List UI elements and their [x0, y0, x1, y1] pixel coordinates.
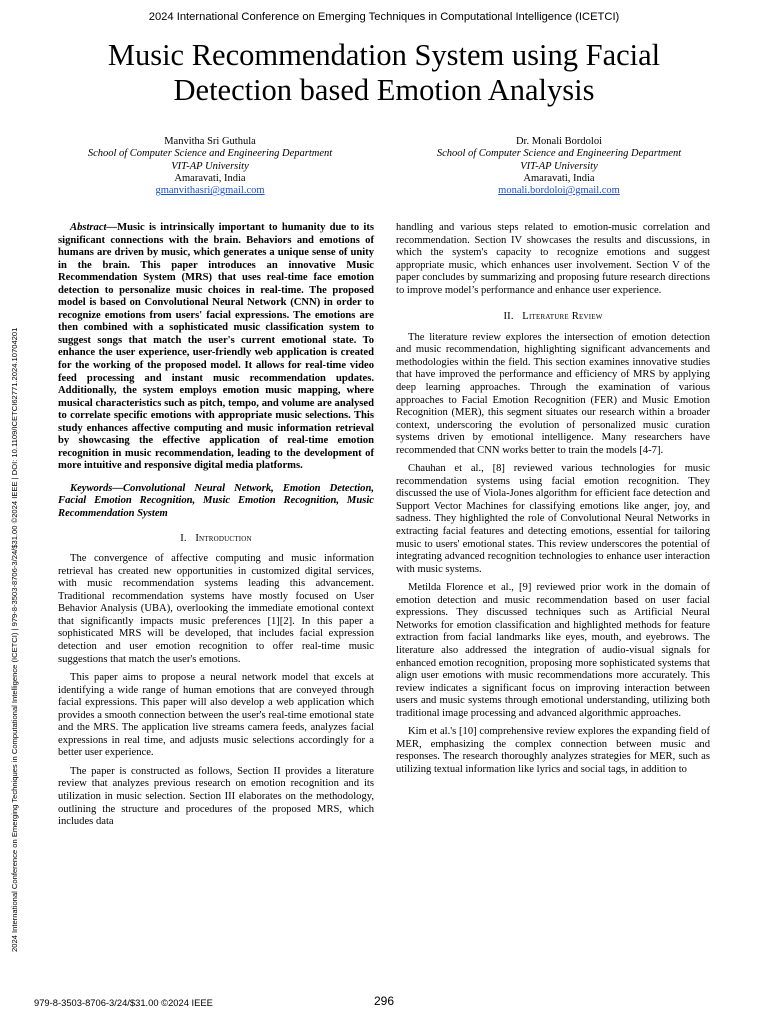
author-name: Manvitha Sri Guthula [164, 136, 256, 147]
conference-header: 2024 International Conference on Emerging Techniques in Computational Intelligence (ICETCI) [148, 11, 620, 23]
paragraph: Metilda Florence et al., [9] reviewed prior work in the domain of emotion detection and music recommendation based on user facial expressions. They discussed techniques such as Artificial Neural Networks for emotion classification and highlighted methods for feature extraction from facial landmarks like eyes, mouth, and eyebrows. The literature also addressed the integration of audio-visual signals for enhanced emotion recognition, proposing more sophisticated systems that align user emotions with music recommendations more accurately. This review indicates a significant focus on improving interaction between users and music systems through emotional understanding, utilizing both traditional image processing and advanced algorithmic approaches. [396, 582, 710, 719]
author-location: Amaravati, India [174, 172, 246, 184]
abstract [58, 222, 374, 473]
paragraph: handling and various steps related to emotion-music correlation and recommendation. Section IV showcases the results and discussions, in which the system's capacity to recognize emotions and suggest appropriate music, which enhances user involvement. Section V of the paper concludes by summarizing and proposing future research directions to improve model’s performance and enhance user experience. [396, 222, 710, 296]
keywords-text: Convolutional Neural Network, Emotion Detection, Facial Emotion Recognition, Music Emotion Recognition, Music Recommendation System [58, 482, 374, 520]
author-email-link[interactable]: monali.bordoloi@gmail.com [498, 185, 620, 197]
left-column [58, 222, 374, 835]
abstract-lead: Abstract— [70, 222, 118, 233]
paragraph: Kim et al.'s [10] comprehensive review explores the expanding field of MER, emphasizing the complex connection between music and responses. The research thoroughly analyzes strategies for MER, such as utilizing textual information like lyrics and social tags, in addition to [396, 726, 710, 775]
keywords-lead: Keywords— [70, 482, 123, 494]
sidebar-doi-text: 2024 International Conference on Emerging Techniques in Computational Intelligence (ICETCI) | 979-8-3503-8706-3/24/$31.00 ©2024 IEEE | DOI: 10.1109/ICETCI62771.2024.10704201 [10, 327, 19, 952]
author-university: VIT-AP University [171, 160, 249, 172]
author-block [389, 136, 729, 197]
page-number: 296 [373, 994, 395, 1008]
author-location: Amaravati, India [523, 172, 595, 184]
right-column [396, 222, 710, 782]
author-department: School of Computer Science and Engineering Department [87, 148, 333, 160]
author-department: School of Computer Science and Engineering Department [436, 148, 682, 160]
section-heading [396, 311, 710, 324]
section-heading [58, 533, 374, 546]
keywords [58, 483, 374, 521]
section-number: II. [503, 311, 514, 323]
abstract-text: Music is intrinsically important to humanity due to its significant connections with the brain. Behaviors and emotions of humans are driven by music, which generates a unique sense of unity in the brain. This paper introduces an innovative Music Recommendation System (MRS) that uses real-time face emotion detection to personalize music choices in real-time. The proposed model is based on Convolutional Neural Network (CNN) in order to recognize emotions from users' facial expressions. The emotions are then combined with a sophisticated music classification system to suggest songs that match the user's current emotional state. To enhance the user experience, user-friendly web application is created for the working of the proposed model. It allows for real-time video feed processing and instant music recommendation updates. Additionally, the system employs emotion music mapping, where musical characteristics such as pitch, tempo, and volume are analysed to correlate specific emotions with appropriate music selections. This study enhances affective computing and music information retrieval by showcasing the effective application of real-time emotion recognition in music recommendation, leading to the development of more intuitive and responsive digital media platforms. [58, 222, 374, 472]
paragraph: The literature review explores the intersection of emotion detection and music recommendation, highlighting significant advancements and methodologies within the field. This section examines innovative studies that have improved the performance and efficiency of MRS by applying deep learning approaches. Through the examination of various approaches to Facial Emotion Recognition (FER) and Music Emotion Recognition (MER), this segment situates our research within a broader context, underscoring the evolution of personalized music curation systems driven by emotional intelligence. Many researchers have recommended that CNN works better to train the models [4-7]. [396, 331, 710, 456]
author-name: Dr. Monali Bordoloi [515, 136, 603, 147]
paragraph: The paper is constructed as follows, Section II provides a literature review that analyzes previous research on emotion recognition and its utilization in music selection. Section III elaborates on the methodology, outlining the structure and procedures of the proposed MRS, which includes data [58, 765, 374, 828]
paper-title: Music Recommendation System using Facial Detection based Emotion Analysis [107, 38, 661, 107]
author-email-link[interactable]: gmanvithasri@gmail.com [155, 185, 265, 197]
author-university: VIT-AP University [520, 160, 598, 172]
paragraph: The convergence of affective computing and music information retrieval has created new opportunities in customized digital services, with music recommendation systems leading this advancement. Traditional recommendation systems have mostly focused on User Behavior Analysis (UBA), overlooking the immediate emotional context that significantly impacts music preferences [1][2]. In this paper a sophisticated MRS will be developed, that includes facial expression detection and user emotion recognition to offer real-time music suggestions that match the user's emotions. [58, 553, 374, 665]
section-title: Introduction [195, 532, 252, 544]
paragraph: Chauhan et al., [8] reviewed various technologies for music recommendation systems using facial emotion recognition. They discussed the use of Viola-Jones algorithm for efficient face detection and Support Vector Machines for classifying emotions like anger, joy, and sadness. They highlighted the role of Convolutional Neural Networks in extracting facial features and detecting emotions, essential for tailoring music to users' emotional states. This review underscores the potential of integrating advanced recognition technologies to enhance user interaction with music systems. [396, 463, 710, 575]
author-block [40, 136, 380, 197]
section-title: Literature Review [522, 311, 603, 323]
section-number: I. [180, 532, 187, 544]
footer-isbn: 979-8-3503-8706-3/24/$31.00 ©2024 IEEE [34, 997, 213, 1008]
paragraph: This paper aims to propose a neural network model that excels at identifying a wide range of human emotions that are conveyed through facial expressions. This paper will also develop a web application which provides a smooth connection between the user's real-time emotional state and the MRS. The application live streams camera feeds, analyzes facial expressions in real time, and adjusts music selections accordingly for a better user experience. [58, 672, 374, 759]
